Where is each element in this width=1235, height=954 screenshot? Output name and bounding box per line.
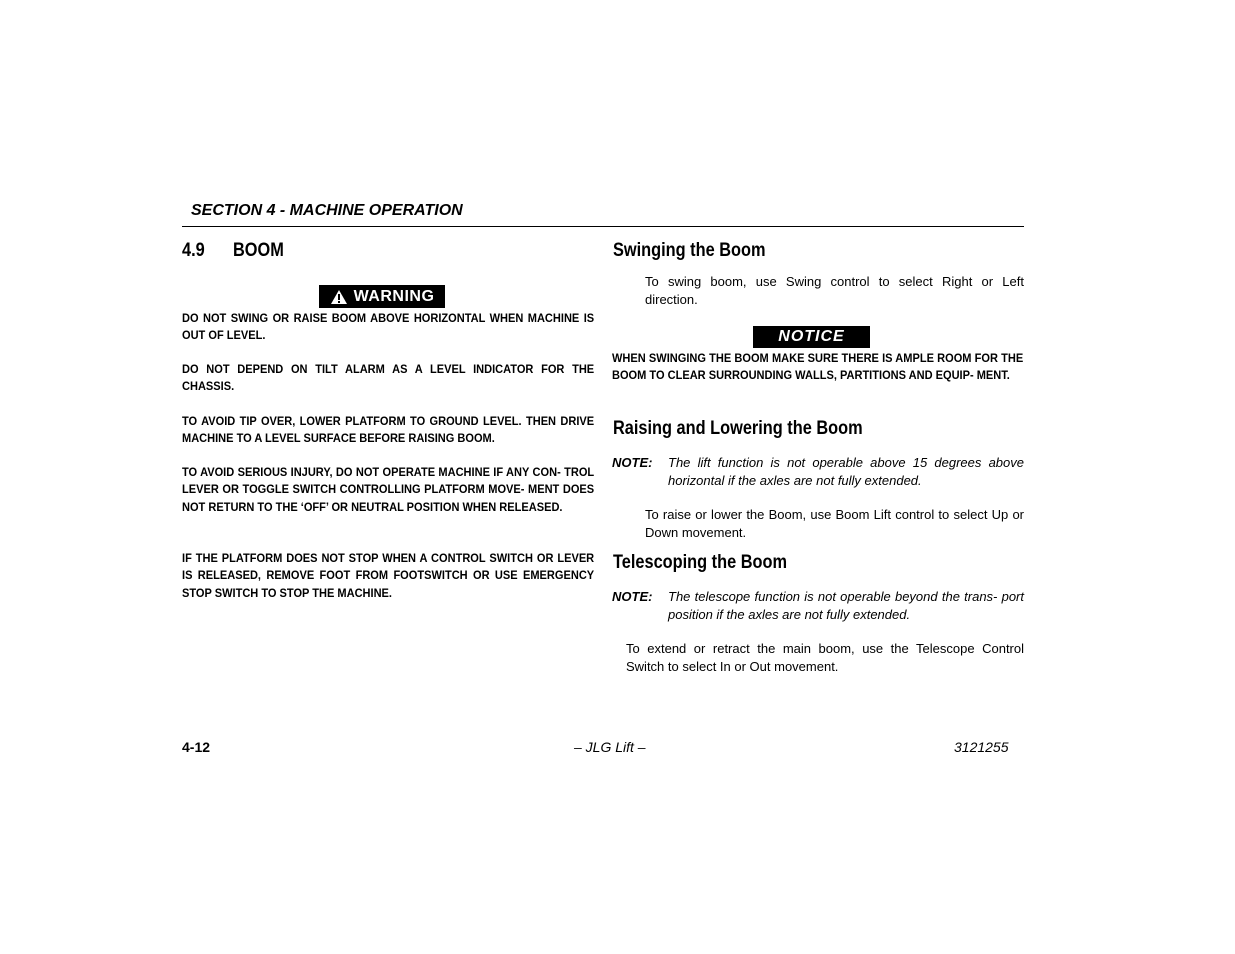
section-number: 4.9 [182,240,205,261]
section-title: BOOM [233,240,284,261]
telescoping-heading: Telescoping the Boom [613,552,788,573]
warning-paragraph: TO AVOID SERIOUS INJURY, DO NOT OPERATE MACHINE IF ANY CON- TROL LEVER OR TOGGLE SWITCH CONTROLLING PLATFORM MOVE- MENT DOES NOT RETURN TO THE ‘OFF’ OR NEUTRAL POSITION WHEN RELEASED. [182,465,595,514]
raising-text: To raise or lower the Boom, use Boom Lift control to select Up or Down movement. [645,507,1024,540]
warning-paragraph: IF THE PLATFORM DOES NOT STOP WHEN A CONTROL SWITCH OR LEVER IS RELEASED, REMOVE FOOT FROM FOOTSWITCH OR USE EMERGENCY STOP SWITCH TO STOP THE MACHINE. [182,551,595,600]
telescoping-text: To extend or retract the main boom, use the Telescope Control Switch to select In or Out movement. [626,641,1024,674]
notice-text: WHEN SWINGING THE BOOM MAKE SURE THERE IS AMPLE ROOM FOR THE BOOM TO CLEAR SURROUNDING WALLS, PARTITIONS AND EQUIP- MENT. [612,351,1024,383]
page-number: 4-12 [182,739,211,755]
raising-heading: Raising and Lowering the Boom [613,418,863,439]
document-number: 3121255 [954,739,1009,755]
section-header: SECTION 4 - MACHINE OPERATION [191,202,463,219]
warning-paragraph: DO NOT DEPEND ON TILT ALARM AS A LEVEL INDICATOR FOR THE CHASSIS. [182,362,595,394]
raising-note-text: The lift function is not operable above 15 degrees above horizontal if the axles are not fully extended. [668,455,1024,488]
swinging-text: To swing boom, use Swing control to select Right or Left direction. [645,274,1024,307]
warning-triangle-icon [330,289,348,305]
header-divider [182,226,1024,227]
raising-note-label: NOTE: [612,455,653,470]
warning-paragraph: DO NOT SWING OR RAISE BOOM ABOVE HORIZONTAL WHEN MACHINE IS OUT OF LEVEL. [182,311,595,343]
notice-badge: NOTICE [753,326,870,348]
warning-badge-label: WARNING [353,287,435,305]
swinging-heading: Swinging the Boom [613,240,766,261]
footer-center: – JLG Lift – [574,739,646,755]
warning-paragraph: TO AVOID TIP OVER, LOWER PLATFORM TO GROUND LEVEL. THEN DRIVE MACHINE TO A LEVEL SURFACE BEFORE RAISING BOOM. [182,414,595,446]
telescoping-note-label: NOTE: [612,589,653,604]
warning-badge [319,285,445,308]
telescoping-note-text: The telescope function is not operable beyond the trans- port position if the axles are not fully extended. [668,589,1024,622]
